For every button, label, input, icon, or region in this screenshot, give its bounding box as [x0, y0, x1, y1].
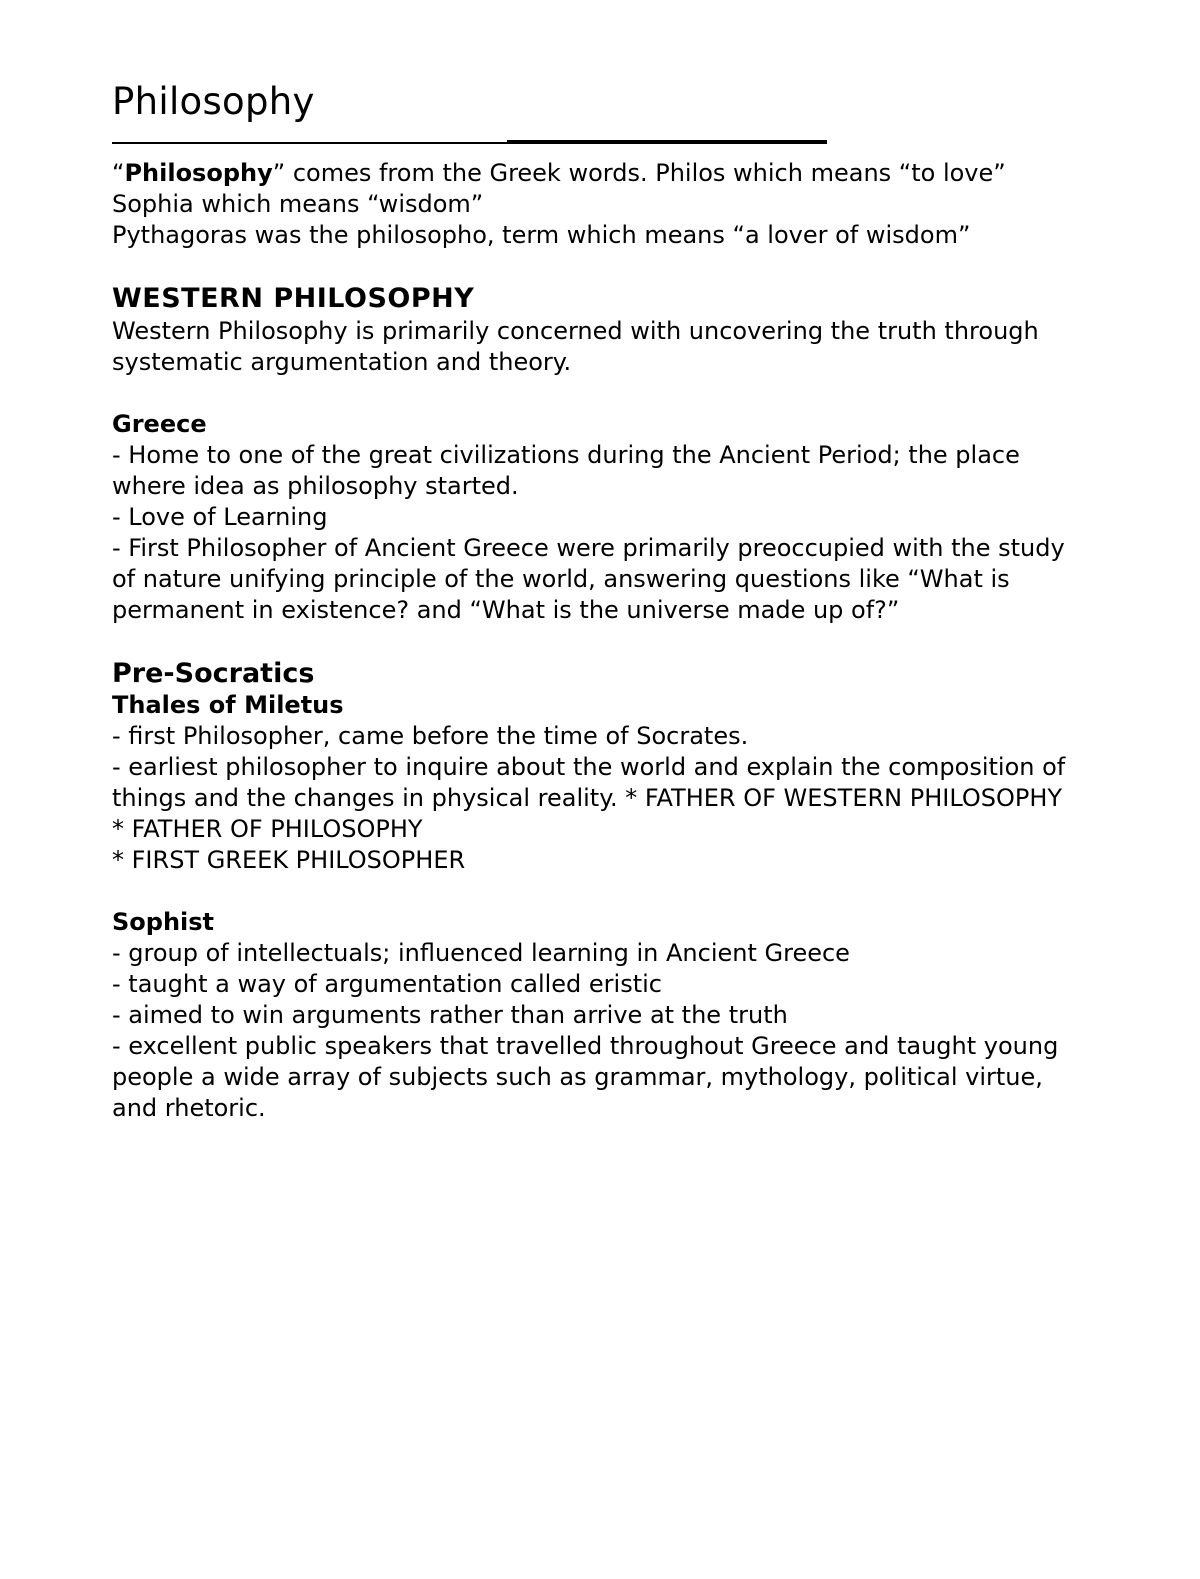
thales-item: * FIRST GREEK PHILOSOPHER	[112, 846, 466, 874]
intro-open-quote: “	[112, 159, 125, 187]
sophist-item: - taught a way of argumentation called eristic	[112, 970, 662, 998]
thales-item: - first Philosopher, came before the time of Socrates.	[112, 722, 749, 750]
intro-paragraph	[112, 158, 1092, 220]
thales-item: - earliest philosopher to inquire about the world and explain the composition of things and the changes in physical reality. * FATHER OF WESTERN PHILOSOPHY	[112, 753, 1066, 812]
western-body: Western Philosophy is primarily concerned with uncovering the truth through systematic argumentation and theory.	[112, 317, 1039, 376]
spacer	[112, 378, 1092, 409]
greece-item: - First Philosopher of Ancient Greece were primarily preoccupied with the study of nature unifying principle of the world, answering questions like “What is permanent in existence? and “What is the universe made up of?”	[112, 534, 1065, 624]
sophist-heading: Sophist	[112, 908, 215, 936]
greece-item: - Home to one of the great civilizations during the Ancient Period; the place where idea as philosophy started.	[112, 441, 1020, 500]
title-underline-thin	[112, 142, 507, 144]
document-title: Philosophy	[112, 80, 315, 123]
intro-pythagoras-line: Pythagoras was the philosopho, term which means “a lover of wisdom”	[112, 221, 971, 249]
document-page	[112, 78, 1092, 1124]
spacer	[112, 251, 1092, 282]
title-underline-thick	[507, 140, 827, 144]
presocratics-heading: Pre-Socratics	[112, 658, 315, 689]
thales-heading: Thales of Miletus	[112, 691, 344, 719]
intro-bold-term: Philosophy	[124, 159, 273, 187]
intro-definition: ” comes from the Greek words. Philos which means “to love” Sophia which means “wisdom”	[112, 159, 1006, 218]
sophist-item: - excellent public speakers that travelled throughout Greece and taught young people a wide array of subjects such as grammar, mythology, political virtue, and rhetoric.	[112, 1032, 1059, 1122]
title-underline	[112, 140, 827, 146]
thales-item: * FATHER OF PHILOSOPHY	[112, 815, 423, 843]
greece-item: - Love of Learning	[112, 503, 328, 531]
sophist-item: - aimed to win arguments rather than arrive at the truth	[112, 1001, 788, 1029]
spacer	[112, 876, 1092, 907]
greece-heading: Greece	[112, 410, 207, 438]
sophist-item: - group of intellectuals; influenced learning in Ancient Greece	[112, 939, 850, 967]
spacer	[112, 626, 1092, 657]
western-heading: WESTERN PHILOSOPHY	[112, 283, 475, 314]
